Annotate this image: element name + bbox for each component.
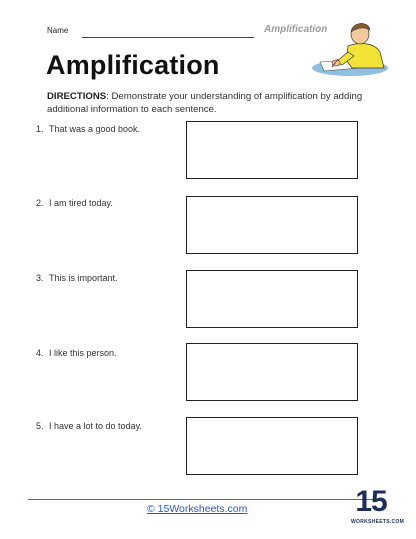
answer-box-5[interactable] bbox=[186, 417, 358, 475]
item-5 bbox=[36, 421, 142, 431]
answer-box-2[interactable] bbox=[186, 196, 358, 254]
item-3 bbox=[36, 273, 118, 283]
item-number: 1. bbox=[36, 124, 44, 134]
item-number: 4. bbox=[36, 348, 44, 358]
item-2 bbox=[36, 198, 113, 208]
answer-box-3[interactable] bbox=[186, 270, 358, 328]
item-sentence: I have a lot to do today. bbox=[49, 421, 142, 431]
logo-word: WORKSHEETS.COM bbox=[351, 519, 405, 525]
directions bbox=[47, 90, 367, 116]
footer-link[interactable]: © 15Worksheets.com bbox=[147, 503, 248, 515]
name-row bbox=[40, 22, 328, 42]
item-number: 3. bbox=[36, 273, 44, 283]
header-subject: Amplification bbox=[264, 24, 328, 35]
item-sentence: I like this person. bbox=[49, 348, 117, 358]
directions-text: : Demonstrate your understanding of amplification by adding additional information to each sentence. bbox=[47, 91, 363, 115]
item-1 bbox=[36, 124, 140, 134]
item-sentence: That was a good book. bbox=[49, 124, 141, 134]
item-number: 2. bbox=[36, 198, 44, 208]
name-line[interactable] bbox=[82, 37, 254, 38]
answer-box-1[interactable] bbox=[186, 121, 358, 179]
student-writing-illustration bbox=[308, 18, 390, 78]
page-title: Amplification bbox=[46, 50, 220, 80]
name-label: Name bbox=[47, 26, 69, 35]
item-sentence: This is important. bbox=[49, 273, 118, 283]
item-number: 5. bbox=[36, 421, 44, 431]
item-4 bbox=[36, 348, 117, 358]
logo-number: 15 bbox=[355, 485, 387, 518]
footer-divider bbox=[28, 499, 381, 500]
answer-box-4[interactable] bbox=[186, 343, 358, 401]
item-sentence: I am tired today. bbox=[49, 198, 113, 208]
directions-label: DIRECTIONS bbox=[47, 91, 107, 102]
worksheets-logo bbox=[351, 485, 405, 531]
